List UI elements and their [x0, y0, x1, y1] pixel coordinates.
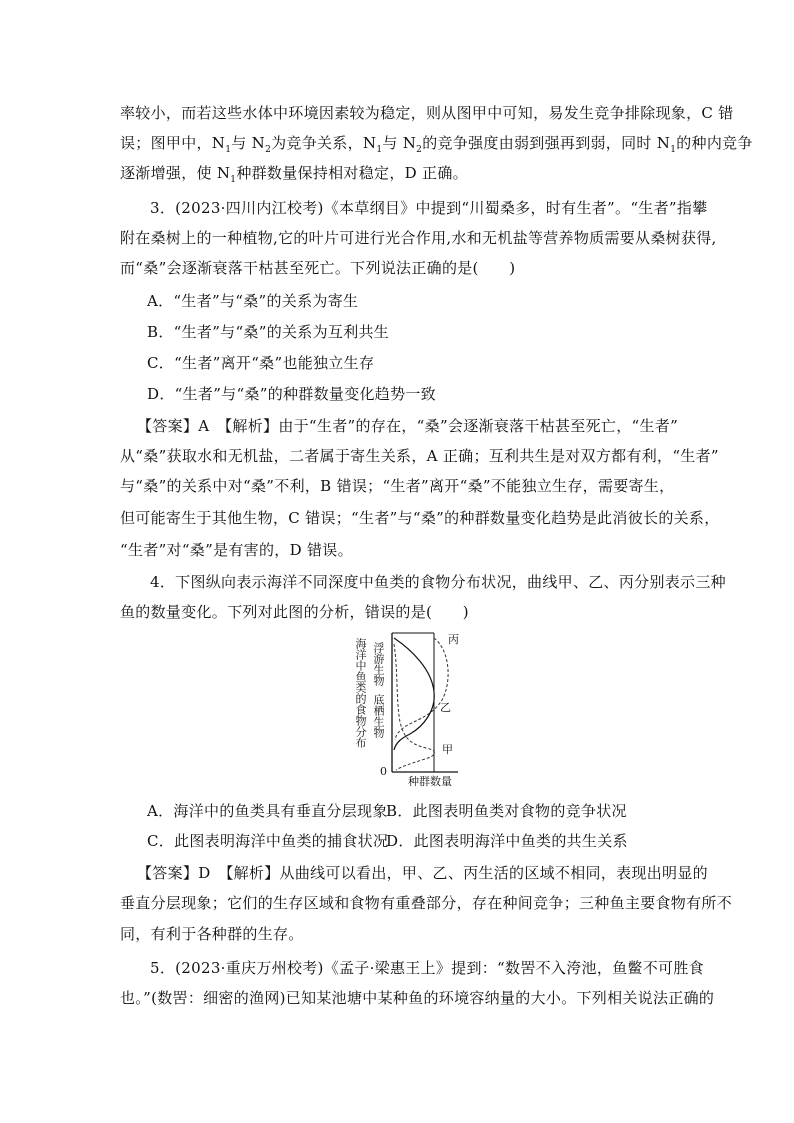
question-4-stem: 鱼的数量变化。下列对此图的分析，错误的是( )	[120, 603, 469, 621]
question-3-answer: “生者”对“桑”是有害的，D 错误。	[120, 541, 353, 559]
y-axis-label: 海洋中鱼类的食物分布	[354, 638, 367, 748]
question-3-stem: 附在桑树上的一种植物,它的叶片可进行光合作用,水和无机盐等营养物质需要从桑树获得,	[120, 229, 717, 247]
question-5-stem: 也。”(数罟：细密的渔网)已知某池塘中某种鱼的环境容纳量的大小。下列相关说法正确的	[120, 989, 715, 1007]
curve-yi	[394, 638, 434, 750]
question-4-option-d: D．此图表明海洋中鱼类的共生关系	[386, 832, 628, 850]
curve-label-bing: 丙	[448, 633, 459, 646]
origin-label: 0	[380, 765, 387, 778]
question-4-option-a: A．海洋中的鱼类具有垂直分层现象	[147, 802, 388, 820]
question-3-answer: 【答案】A 【解析】由于“生者”的存在，“桑”会逐渐衰落干枯甚至死亡，“生者”	[137, 417, 679, 435]
question-3-stem: 3．(2023·四川内江校考)《本草纲目》中提到“川蜀桑多，时有生者”。“生者”指攀	[150, 199, 708, 217]
question-4-option-c: C．此图表明海洋中鱼类的捕食状况	[147, 832, 389, 850]
band-label-benthic: 底栖生物	[372, 694, 385, 738]
text-line: 逐渐增强，使 $N_1$种群数量保持相对稳定，D 正确。	[120, 164, 468, 185]
question-3-option-a: A．“生者”与“桑”的关系为寄生	[147, 292, 359, 310]
question-4-answer: 【答案】D 【解析】从曲线可以看出，甲、乙、丙生活的区域不相同，表现出明显的	[137, 864, 708, 882]
text-line: 率较小，而若这些水体中环境因素较为稳定，则从图甲中可知，易发生竞争排除现象，C 错	[120, 104, 734, 122]
question-3-answer: 与“桑”的关系中对“桑”不利，B 错误；“生者”离开“桑”不能独立生存，需要寄生，	[120, 477, 675, 495]
band-label-plankton: 浮游生物	[372, 642, 385, 686]
question-5-stem: 5．(2023·重庆万州校考)《孟子·梁惠王上》提到：“数罟不入洿池，鱼鳖不可胜食	[150, 959, 704, 977]
question-3-option-d: D．“生者”与“桑”的种群数量变化趋势一致	[147, 385, 437, 403]
question-4-answer: 垂直分层现象；它们的生存区域和食物有重叠部分，存在种间竞争；三种鱼主要食物有所不	[120, 894, 733, 912]
question-3-option-b: B．“生者”与“桑”的关系为互利共生	[147, 323, 390, 341]
text-line: 误；图甲中，$N_1$与 $N_2$为竞争关系，$N_1$与 $N_2$的竞争强度由弱到强再到弱，同时 $N_1$的种内竞争	[120, 134, 753, 155]
question-3-answer: 但可能寄生于其他生物，C 错误；“生者”与“桑”的种群数量变化趋势是此消彼长的关系，	[120, 509, 720, 527]
curve-label-yi: 乙	[440, 701, 451, 714]
x-axis-label: 种群数量	[408, 775, 452, 788]
question-4-stem: 4．下图纵向表示海洋不同深度中鱼类的食物分布状况，曲线甲、乙、丙分别表示三种	[150, 573, 726, 591]
question-3-stem: 而“桑”会逐渐衰落干枯甚至死亡。下列说法正确的是( )	[120, 259, 516, 277]
fish-distribution-figure	[352, 630, 462, 788]
curve-jia	[394, 644, 435, 770]
curve-label-jia: 甲	[442, 743, 453, 756]
question-4-answer: 同，有利于各种群的生存。	[120, 925, 304, 943]
question-4-option-b: B．此图表明鱼类对食物的竞争状况	[386, 802, 627, 820]
question-3-answer: 从“桑”获取水和无机盐，二者属于寄生关系，A 正确；互利共生是对双方都有利，“生者”	[120, 447, 719, 465]
question-3-option-c: C．“生者”离开“桑”也能独立生存	[147, 354, 375, 372]
